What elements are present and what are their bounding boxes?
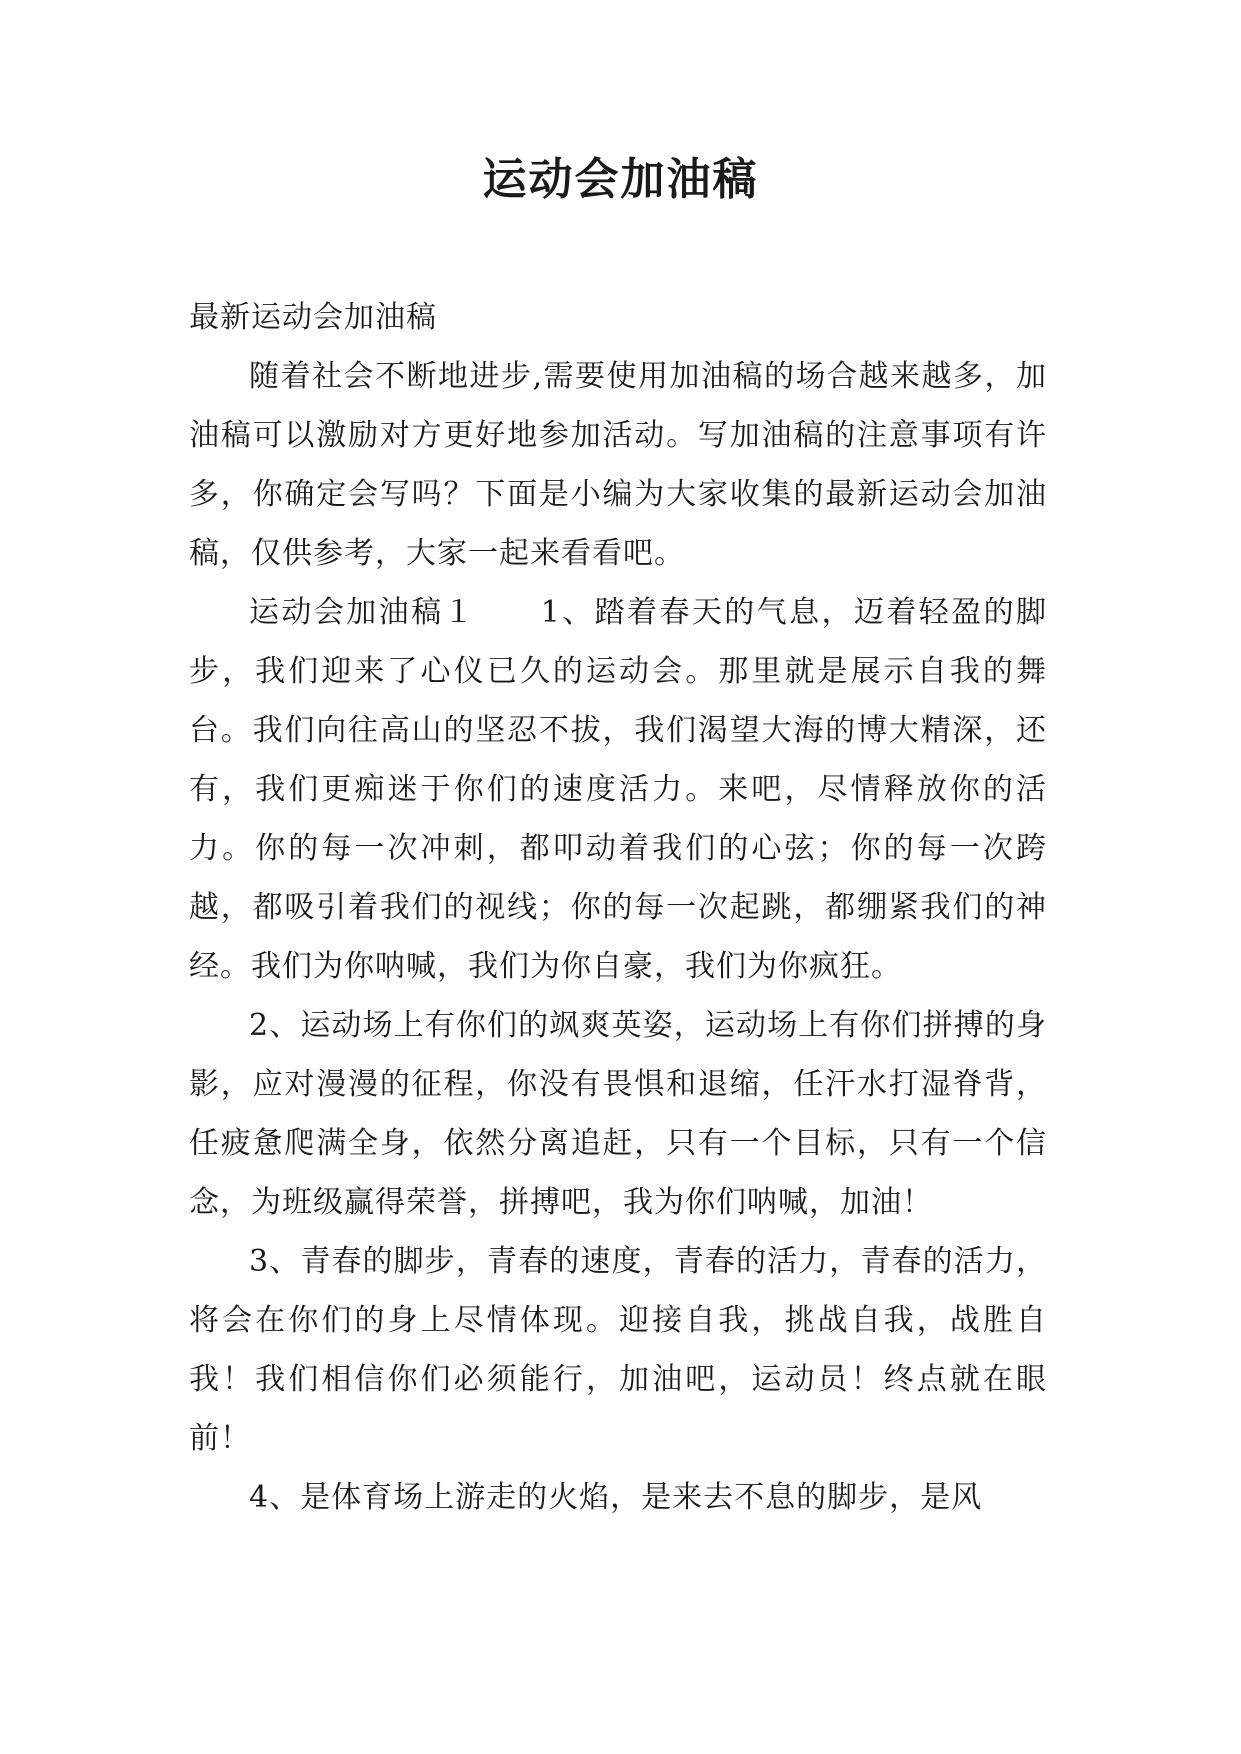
paragraph-4: 4、是体育场上游走的火焰，是来去不息的脚步，是风: [249, 1480, 983, 1515]
document-title: 运动会加油稿: [482, 154, 759, 205]
paragraph-1: 运动会加油稿１ 1、踏着春天的气息，迈着轻盈的脚步，我们迎来了心仪已久的运动会。那里就是展示自我的舞台。我们向往高山的坚忍不拔，我们渴望大海的博大精深，还有，我们更痴迷于你们的速度活力。来吧，尽情释放你的活力。你的每一次冲刺，都叩动着我们的心弦；你的每一次跨越，都吸引着我们的视线；你的每一次起跳，都绷紧我们的神经。我们为你呐喊，我们为你自豪，我们为你疯狂。: [189, 595, 1047, 984]
document-subtitle: 最新运动会加油稿: [189, 300, 437, 335]
paragraph-2: 2、运动场上有你们的飒爽英姿，运动场上有你们拼搏的身影，应对漫漫的征程，你没有畏惧和退缩，任汗水打湿脊背，任疲惫爬满全身，依然分离追赶，只有一个目标，只有一个信念，为班级赢得荣誉，拼搏吧，我为你们呐喊，加油！: [189, 1008, 1047, 1220]
paragraph-3: 3、青春的脚步，青春的速度，青春的活力，青春的活力，将会在你们的身上尽情体现。迎接自我，挑战自我，战胜自我！我们相信你们必须能行，加油吧，运动员！终点就在眼前！: [189, 1244, 1047, 1456]
paragraph-intro: 随着社会不断地进步,需要使用加油稿的场合越来越多，加油稿可以激励对方更好地参加活动。写加油稿的注意事项有许多，你确定会写吗？下面是小编为大家收集的最新运动会加油稿，仅供参考，大家一起来看看吧。: [189, 359, 1047, 571]
document-body: [189, 288, 1047, 1527]
